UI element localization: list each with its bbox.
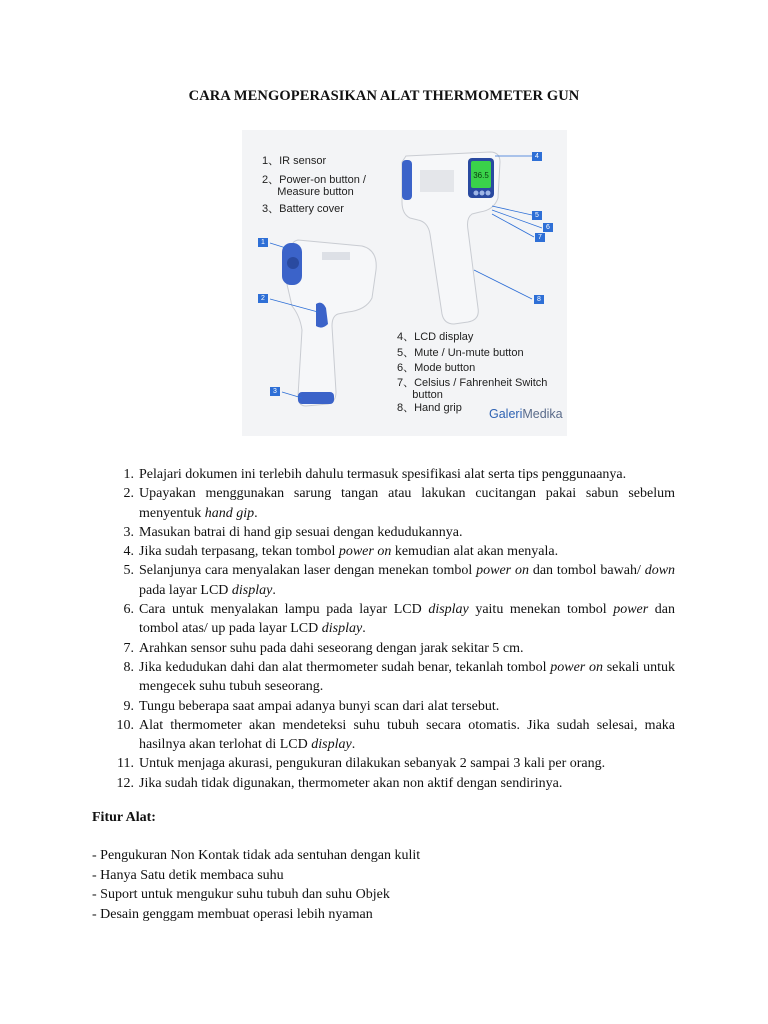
lcd-reading: 36.5 — [473, 171, 489, 180]
step-text-italic: hand gip — [204, 505, 255, 521]
legend-celsius-switch: 7、Celsius / Fahrenheit Switch button — [397, 377, 548, 401]
step-text: dan tombol bawah/ — [528, 563, 645, 579]
feature-item: - Hanya Satu detik membaca suhu — [92, 867, 284, 883]
step-text: Tungu beberapa saat ampai adanya bunyi scan dari alat tersebut. — [139, 698, 500, 714]
list-item — [108, 600, 675, 639]
features-list — [92, 846, 420, 924]
step-number: 2. — [123, 486, 134, 502]
tag-2: 2 — [258, 294, 268, 303]
step-text: kemudian alat akan menyala. — [391, 544, 559, 560]
step-text: Jika kedudukan dahi dan alat thermometer sudah benar, tekanlah tombol — [139, 659, 551, 675]
step-text: Alat thermometer akan mendeteksi suhu tubuh secara otomatis. Jika sudah selesai, maka hasilnya akan terlohat di LCD — [139, 717, 675, 753]
step-text-italic: display — [321, 621, 363, 637]
list-item — [108, 754, 675, 773]
step-text-italic: power — [613, 602, 649, 618]
document-title: CARA MENGOPERASIKAN ALAT THERMOMETER GUN — [188, 88, 580, 104]
list-item — [108, 697, 675, 716]
features-heading: Fitur Alat: — [92, 810, 156, 825]
step-number: 10. — [116, 717, 134, 733]
step-number: 11. — [117, 756, 134, 772]
step-text-italic: power on — [338, 544, 392, 560]
left-thermometer-image — [282, 240, 376, 406]
step-text: sekali untuk mengecek suhu tubuh seseorang. — [139, 659, 676, 695]
list-item — [108, 484, 675, 523]
legend-mode-button: 6、Mode button — [397, 362, 476, 374]
tag-7: 7 — [535, 233, 545, 242]
list-item — [108, 639, 675, 658]
step-number: 9. — [123, 698, 134, 714]
instruction-steps — [108, 465, 675, 793]
tag-1: 1 — [258, 238, 268, 247]
list-item — [108, 542, 675, 561]
list-item — [108, 774, 675, 793]
legend-lcd-display: 4、LCD display — [397, 331, 474, 343]
list-item — [108, 658, 675, 697]
tag-3: 3 — [270, 387, 280, 396]
feature-item: - Suport untuk mengukur suhu tubuh dan suhu Objek — [92, 887, 390, 902]
list-item — [108, 716, 675, 755]
step-text: dan tombol atas/ up pada layar LCD — [139, 602, 675, 637]
step-text: . — [362, 621, 366, 637]
step-text-italic: power on — [476, 563, 529, 579]
tag-6: 6 — [543, 223, 553, 232]
step-text: Upayakan menggunakan sarung tangan atau lakukan cucitangan pakai sabun sebelum menyentuk — [139, 486, 675, 521]
feature-item: - Pengukuran Non Kontak tidak ada sentuhan dengan kulit — [92, 848, 421, 863]
step-text: yaitu menekan tombol — [468, 602, 614, 618]
step-number: 7. — [123, 640, 134, 656]
step-text: . — [254, 505, 258, 521]
step-number: 3. — [123, 524, 134, 540]
step-text: . — [351, 737, 356, 753]
step-text: . — [272, 582, 276, 598]
step-text-italic: display — [311, 737, 352, 753]
tag-4: 4 — [532, 152, 542, 161]
thermometer-figure — [242, 130, 567, 436]
list-item — [108, 561, 675, 600]
list-item — [108, 523, 675, 542]
step-text: Masukan batrai di hand gip sesuai dengan kedudukannya. — [139, 524, 463, 540]
step-text: Jika sudah tidak digunakan, thermometer akan non aktif dengan sendirinya. — [139, 775, 563, 791]
step-text: Untuk menjaga akurasi, pengukuran dilakukan sebanyak 2 sampai 3 kali per orang. — [139, 756, 606, 772]
tag-8: 8 — [534, 295, 544, 304]
legend-hand-grip: 8、Hand grip — [397, 402, 462, 414]
legend-ir-sensor: 1、IR sensor — [262, 155, 327, 167]
step-text-italic: display — [428, 602, 469, 618]
legend-power-button: 2、Power-on button / Measure button — [262, 174, 366, 198]
brand-suffix: Medika — [522, 407, 563, 421]
list-item — [108, 465, 675, 484]
step-number: 4. — [123, 544, 134, 560]
legend-mute-button: 5、Mute / Un-mute button — [397, 347, 524, 359]
step-text-italic: display — [231, 582, 273, 598]
step-text-italic: power on — [550, 659, 603, 675]
brand-prefix: Galeri — [489, 407, 523, 421]
step-text: pada layar LCD — [139, 582, 232, 598]
step-text: Selanjunya cara menyalakan laser dengan menekan tombol — [139, 563, 477, 579]
tag-5: 5 — [532, 211, 542, 220]
step-number: 6. — [123, 602, 134, 618]
step-text-italic: down — [644, 563, 676, 579]
step-number: 1. — [123, 467, 134, 482]
step-text: Arahkan sensor suhu pada dahi seseorang dengan jarak sekitar 5 cm. — [139, 640, 524, 656]
step-text: Cara untuk menyalakan lampu pada layar LCD — [139, 602, 429, 618]
step-text: Pelajari dokumen ini terlebih dahulu termasuk spesifikasi alat serta tips penggunaanya. — [139, 467, 627, 482]
right-thermometer-image — [402, 152, 500, 324]
step-number: 5. — [123, 563, 134, 579]
step-number: 12. — [116, 775, 134, 791]
step-number: 8. — [123, 659, 134, 675]
feature-item: - Desain genggam membuat operasi lebih nyaman — [92, 906, 373, 922]
legend-battery-cover: 3、Battery cover — [262, 203, 344, 215]
brand-watermark — [489, 407, 563, 421]
step-text: Jika sudah terpasang, tekan tombol — [139, 544, 339, 560]
